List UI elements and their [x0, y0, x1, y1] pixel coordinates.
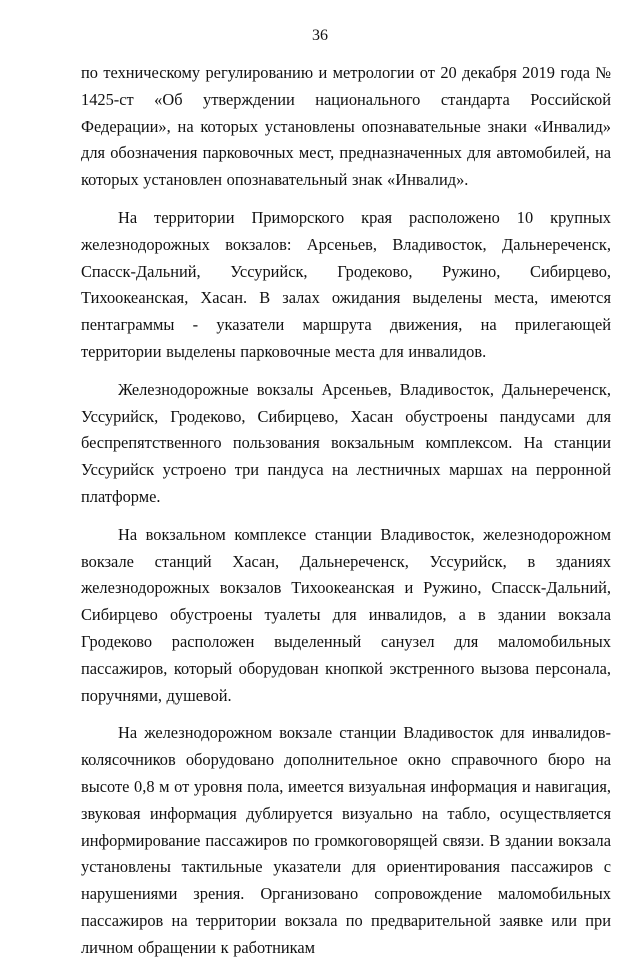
paragraph-ramps: Железнодорожные вокзалы Арсеньев, Владивосток, Дальнереченск, Уссурийск, Гродеково, Сибирцево, Хасан обустроены пандусами для беспрепятственного пользования вокзальным комплексом. На станции Уссурийск устроено три пандуса на лестничных маршах на перронной платформе.	[81, 379, 611, 506]
document-body	[81, 60, 611, 962]
paragraph-continuation: по техническому регулированию и метрологии от 20 декабря 2019 года № 1425-ст «Об утверждении национального стандарта Российской Федерации», на которых установлены опознавательные знаки «Инвалид» для обозначения парковочных мест, предназначенных для автомобилей, на которых установлен опознавательный знак «Инвалид».	[81, 63, 611, 190]
paragraph-vladivostok-station: На железнодорожном вокзале станции Владивосток для инвалидов-колясочников оборудовано дополнительное окно справочного бюро на высоте 0,8 м от уровня пола, имеется визуальная информация и навигация, звуковая информация дублируется визуально на табло, осуществляется информирование пассажиров по громкоговорящей связи. В здании вокзала установлены тактильные указатели для ориентирования пассажиров с нарушениями зрения. Организовано сопровождение маломобильных пассажиров на территории вокзала по предварительной заявке или при личном обращении к работникам	[81, 723, 611, 957]
paragraph-railway-stations: На территории Приморского края расположено 10 крупных железнодорожных вокзалов: Арсеньев, Владивосток, Дальнереченск, Спасск-Дальний, Уссурийск, Гродеково, Ружино, Сибирцево, Тихоокеанская, Хасан. В залах ожидания выделены места, имеются пентаграммы - указатели маршрута движения, на прилегающей территории выделены парковочные места для инвалидов.	[81, 207, 611, 361]
paragraph-toilets: На вокзальном комплексе станции Владивосток, железнодорожном вокзале станций Хасан, Дальнереченск, Уссурийск, в зданиях железнодорожных вокзалов Тихоокеанская и Ружино, Спасск-Дальний, Сибирцево обустроены туалеты для инвалидов, а в здании вокзала Гродеково расположен выделенный санузел для маломобильных пассажиров, который оборудован кнопкой экстренного вызова персонала, поручнями, душевой.	[81, 524, 611, 705]
page-number: 36	[312, 27, 328, 44]
